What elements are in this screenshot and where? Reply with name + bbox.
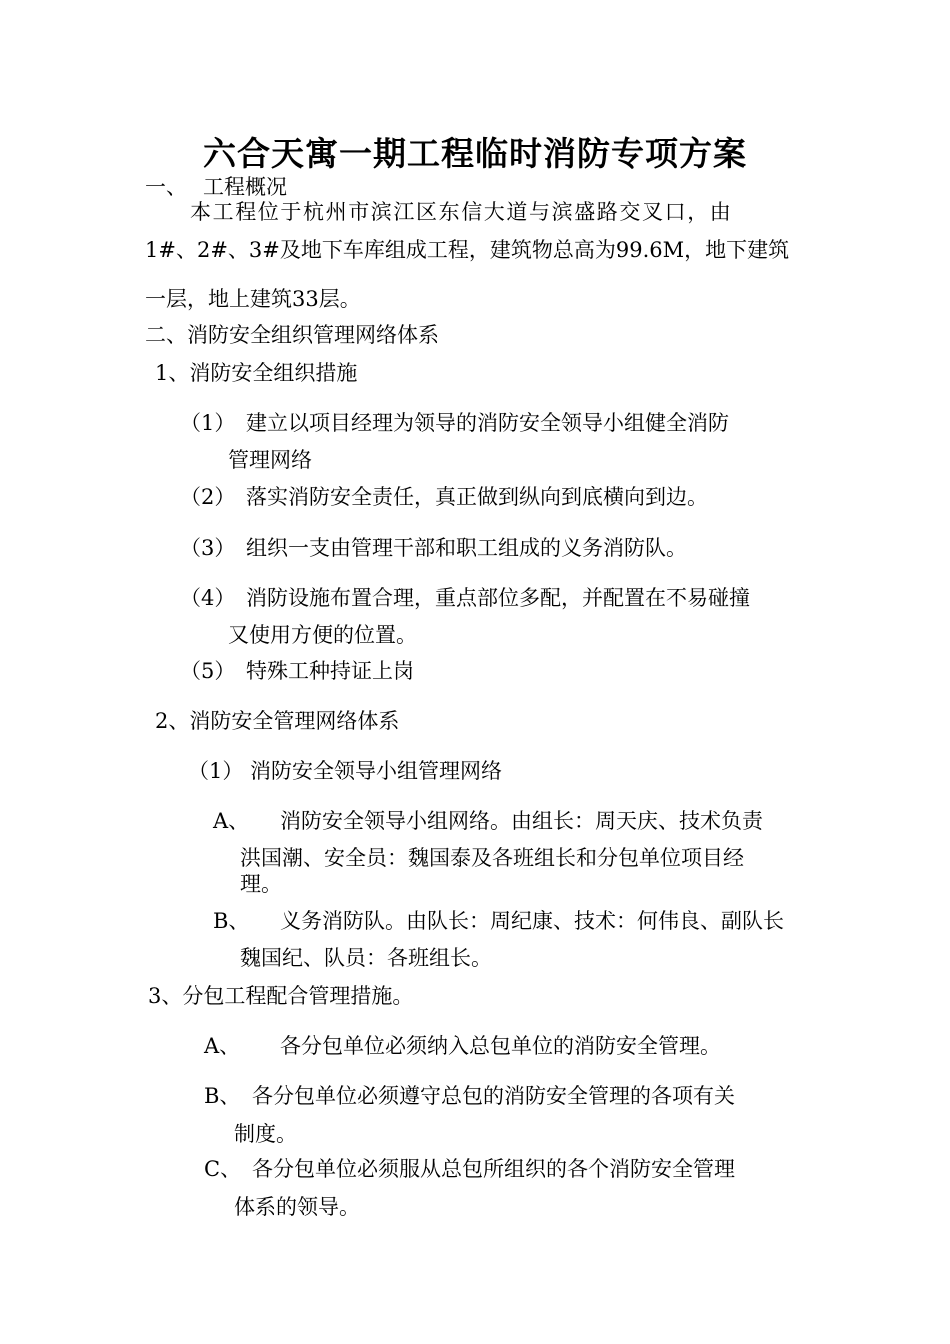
subsection-2-item: （1） 消防安全领导小组管理网络 xyxy=(188,759,503,783)
list-item-number: （1） xyxy=(180,411,236,435)
subsection-1-heading: 1、消防安全组织措施 xyxy=(155,361,358,385)
list-item-text: 建立以项目经理为领导的消防安全领导小组健全消防 xyxy=(246,411,729,435)
sub3-item-text: 各分包单位必须遵守总包的消防安全管理的各项有关 xyxy=(252,1084,735,1108)
list-item-number: （4） xyxy=(180,586,236,610)
section-1-paragraph-line-3: 一层，地上建筑33层。 xyxy=(145,287,361,311)
sub3-item-number: A、 xyxy=(204,1034,241,1058)
subsection-2-heading: 2、消防安全管理网络体系 xyxy=(155,709,400,733)
list-item-number: （5） xyxy=(180,659,236,683)
section-1-paragraph-line-1: 本工程位于杭州市滨江区东信大道与滨盛路交叉口，由 xyxy=(190,200,733,224)
sub-item-b-number: B、 xyxy=(213,909,250,933)
list-item-text: 消防设施布置合理，重点部位多配，并配置在不易碰撞 xyxy=(246,586,750,610)
section-1-paragraph-line-2: 1#、2#、3#及地下车库组成工程，建筑物总高为99.6M，地下建筑 xyxy=(145,238,790,262)
sub-item-a-text-continued: 理。 xyxy=(240,872,282,896)
sub3-item-number: C、 xyxy=(204,1157,242,1181)
list-item-text-continued: 又使用方便的位置。 xyxy=(228,623,417,647)
sub3-item-text-continued: 体系的领导。 xyxy=(234,1195,360,1219)
list-item-text: 组织一支由管理干部和职工组成的义务消防队。 xyxy=(246,536,687,560)
list-item-text-continued: 管理网络 xyxy=(228,448,312,472)
sub3-item-text: 各分包单位必须纳入总包单位的消防安全管理。 xyxy=(280,1034,721,1058)
sub-item-b-text-continued: 魏国纪、队员：各班组长。 xyxy=(240,946,492,970)
sub3-item-text-continued: 制度。 xyxy=(234,1122,297,1146)
section-2-heading: 二、消防安全组织管理网络体系 xyxy=(145,323,439,347)
subsection-3-heading: 3、分包工程配合管理措施。 xyxy=(148,984,414,1008)
sub-item-a-text-continued: 洪国潮、安全员：魏国泰及各班组长和分包单位项目经 xyxy=(240,846,744,870)
sub-item-b-text: 义务消防队。由队长：周纪康、技术：何伟良、副队长 xyxy=(280,909,784,933)
section-1-number: 一、 xyxy=(145,175,187,199)
section-1-heading: 工程概况 xyxy=(203,175,287,199)
sub3-item-text: 各分包单位必须服从总包所组织的各个消防安全管理 xyxy=(252,1157,735,1181)
document-title: 六合天寓一期工程临时消防专项方案 xyxy=(203,134,747,173)
list-item-text: 特殊工种持证上岗 xyxy=(246,659,414,683)
sub-item-a-text: 消防安全领导小组网络。由组长：周天庆、技术负责 xyxy=(280,809,763,833)
list-item-number: （3） xyxy=(180,536,236,560)
list-item-number: （2） xyxy=(180,485,236,509)
sub3-item-number: B、 xyxy=(204,1084,241,1108)
sub-item-a-number: A、 xyxy=(213,809,250,833)
list-item-text: 落实消防安全责任，真正做到纵向到底横向到边。 xyxy=(246,485,708,509)
